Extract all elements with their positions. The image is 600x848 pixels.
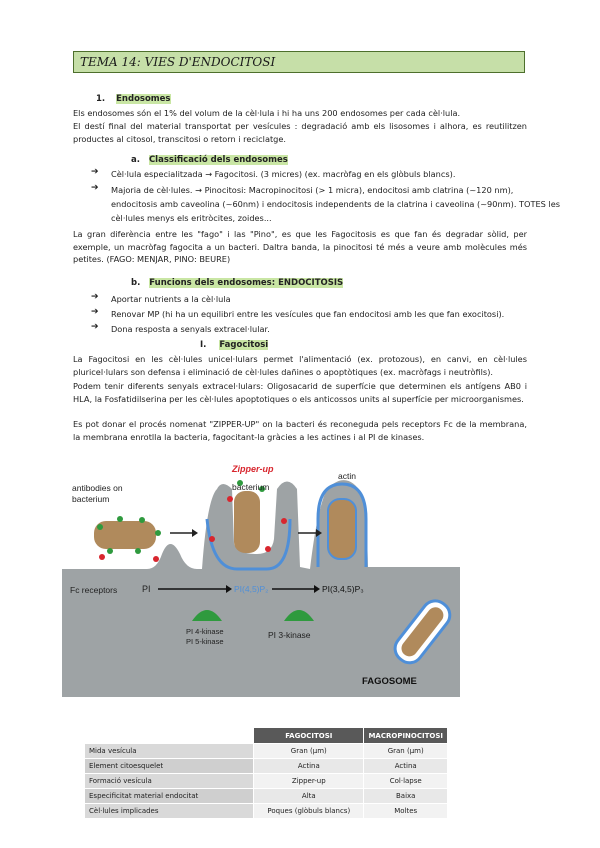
bacterium-middle: [234, 491, 260, 553]
label-fc-receptors: Fc receptors: [70, 585, 118, 595]
sub-a-title: Classificació dels endosomes: [148, 155, 288, 165]
sub-b-bullet-2: Renovar MP (hi ha un equilibri entre les vesícules que fan endocitosi amb les que fan exocitosi).: [111, 309, 505, 319]
label-antibodies-1: antibodies on: [72, 483, 123, 493]
table-cell: Poques (glòbuls blancs): [254, 804, 364, 819]
table-cell: Actina: [254, 759, 364, 774]
table-cell: Especificitat material endocitat: [85, 789, 254, 804]
arrow-bullet-icon: ➔: [91, 322, 99, 332]
label-antibodies-2: bacterium: [72, 494, 110, 504]
sub-a-number: a.: [131, 155, 140, 165]
table-cell: Alta: [254, 789, 364, 804]
arrow-bullet-icon: ➔: [91, 307, 99, 317]
sub-b-number: b.: [131, 278, 141, 288]
label-pi345p3: PI(3,4,5)P₃: [322, 584, 364, 594]
phagocytosis-figure: [62, 459, 460, 697]
bacterium-right: [328, 499, 356, 559]
sub-a-heading: [131, 155, 288, 165]
section-1-title: Endosomes: [116, 94, 171, 104]
arrow-bullet-icon: ➔: [91, 167, 99, 177]
table-row: [85, 744, 448, 759]
table-header-row: [85, 728, 448, 744]
label-bacterium: bacterium: [232, 482, 270, 492]
table-cell: Gran (µm): [254, 744, 364, 759]
section-1-number: 1.: [96, 94, 106, 104]
sub-i-number: I.: [200, 340, 207, 350]
sub-a-bullet-2-line-3: cèl·lules menys els eritròcites, zoides...: [111, 213, 272, 223]
label-pi3k: PI 3-kinase: [268, 630, 311, 640]
table-row: [85, 804, 448, 819]
table-cell: Actina: [364, 759, 448, 774]
table-cell: Cèl·lules implicades: [85, 804, 254, 819]
sub-b-bullet-3: Dona resposta a senyals extracel·lular.: [111, 324, 270, 334]
label-pi5k: PI 5-kinase: [186, 637, 224, 646]
sub-a-paragraph: La gran diferència entre les "fago" i las "Pino", es que les Fagocitosis es que fan és degradar sòlid, per exemple, un macròfag fagocita a un bacteri. Daltra banda, la pinocitosi té més a veure amb molècules més petites. (FAGO: MENJAR, PINO: BEURE): [73, 229, 527, 265]
sub-i-p1: La Fagocitosi en les cèl·lules unicel·lulars permet l'alimentació (ex. protozous), en canvi, en cèl·lules pluricel·lulars son defensa i eliminació de cèl·lules dañines o apoptòtiques (ex. macròfags i neutròfils).: [73, 354, 527, 377]
table-header-cell: [85, 728, 254, 744]
sub-a-bullet-2-line-1: Majoria de cèl·lules. → Pinocitosi: Macropinocitosi (> 1 micra), endocitosi amb clatrina (~120 nm),: [111, 185, 514, 195]
bacterium-left: [94, 521, 156, 549]
label-fagosome: FAGOSOME: [362, 676, 417, 687]
label-pi4k: PI 4-kinase: [186, 627, 224, 636]
table-cell: Zipper-up: [254, 774, 364, 789]
section-1-heading: [96, 94, 171, 104]
table-row: [85, 759, 448, 774]
section-1-p2: El destí final del material transportat per vesícules : degradació amb els lisosomes i alhora, es reutilitzen productes al citosol, transcitosi o retorn i reciclatge.: [73, 121, 527, 144]
sub-i-p2: Podem tenir diferents senyals extracel·lulars: Oligosacarid de superfície que determinen els antígens AB0 i HLA, la Fosfatidilserina per les cèl·lules apoptotiques o els anticossos units al superfície per microorganismes.: [73, 381, 527, 404]
label-zipper-up: Zipper-up: [232, 464, 274, 474]
section-1-p1: Els endosomes són el 1% del volum de la cèl·lula i hi ha uns 200 endosomes per cada cèl·lula.: [73, 108, 461, 118]
table-header-cell: FAGOCITOSI: [254, 728, 364, 744]
table-cell: Gran (µm): [364, 744, 448, 759]
table-header-cell: MACROPINOCITOSI: [364, 728, 448, 744]
page-title: TEMA 14: VIES D'ENDOCITOSI: [80, 55, 276, 69]
table-cell: Col·lapse: [364, 774, 448, 789]
sub-a-bullet-2-line-2: endocitosis amb caveolina (~60nm) i endocitosis independents de la clatrina i caveolina (~90nm). TOTES les: [111, 199, 561, 209]
title-box: [73, 51, 525, 73]
sub-b-title: Funcions dels endosomes: ENDOCITOSIS: [149, 278, 344, 288]
table-cell: Baixa: [364, 789, 448, 804]
sub-i-heading: [200, 340, 268, 350]
sub-i-title: Fagocitosi: [219, 340, 269, 350]
table-cell: Mida vesícula: [85, 744, 254, 759]
sub-a-bullet-1: Cèl·lula especialitzada → Fagocitosi. (3 micres) (ex. macròfag en els glòbuls blancs).: [111, 169, 456, 179]
label-actin: actin: [338, 471, 356, 481]
arrow-bullet-icon: ➔: [91, 183, 99, 193]
table-row: [85, 789, 448, 804]
sub-b-bullet-1: Aportar nutrients a la cèl·lula: [111, 294, 231, 304]
sub-i-p3: Es pot donar el procés nomenat "ZIPPER-UP" on la bacteri és reconeguda pels receptors Fc de la membrana, la membrana enrotlla la bacteria, fagocitant-la gràcies a les actines i al PI de kinases.: [73, 419, 527, 442]
table-cell: Moltes: [364, 804, 448, 819]
table-row: [85, 774, 448, 789]
sub-b-heading: [131, 278, 343, 288]
table-cell: Element citoesquelet: [85, 759, 254, 774]
label-pi: PI: [142, 584, 151, 594]
table-cell: Formació vesícula: [85, 774, 254, 789]
label-pi45p2: PI(4,5)P₂: [234, 584, 269, 594]
arrow-bullet-icon: ➔: [91, 292, 99, 302]
comparison-table: [84, 727, 448, 819]
